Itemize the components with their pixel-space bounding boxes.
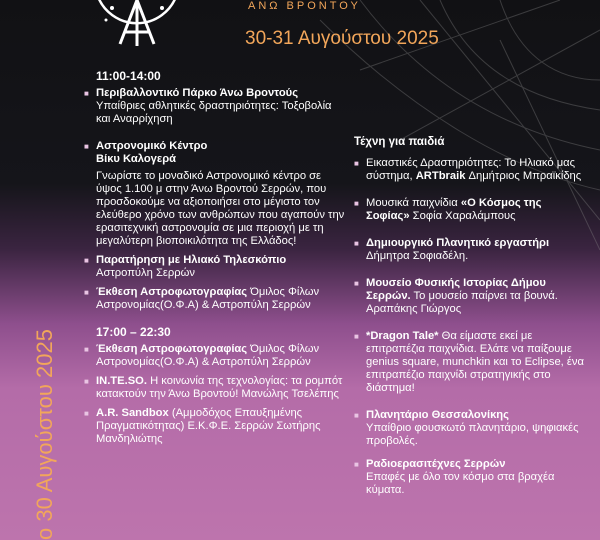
program-item xyxy=(354,458,586,497)
program-item xyxy=(354,197,586,223)
program-item xyxy=(84,254,346,280)
item-text: Όμιλος Φίλων Αστρονομίας(Ο.Φ.Α) & Αστροπύλη Σερρών xyxy=(96,343,320,368)
item-text: Θα είμαστε εκεί με επιτραπέζια παιχνίδια. Ελάτε να παίξουμε genius square, munchkin και το Eclipse, ένα επιτραπέζιο παιχνίδι στρατηγικής στο διάστημα! xyxy=(366,330,584,394)
item-text: Επαφές με όλο τον κόσμο στα βραχέα κύματα. xyxy=(366,471,555,496)
item-text: Σοφία Χαραλάμπους xyxy=(409,210,516,222)
program-item xyxy=(84,286,346,312)
program-item xyxy=(84,140,346,248)
item-text: Όμιλος Φίλων Αστρονομίας(Ο.Φ.Α) & Αστροπύλη Σερρών xyxy=(96,286,320,311)
item-text: Η κοινωνία της τεχνολογίας: τα ρομπότ κατακτούν την Άνω Βροντού! Μανώλης Τσελέπης xyxy=(96,375,343,400)
item-title: IN.TE.SO. xyxy=(96,375,147,387)
item-text: Το μουσείο παίρνει τα βουνά. Αραπάκης Γιώργος xyxy=(366,290,558,315)
item-title: ■ Περιβαλλοντικό Πάρκο Άνω Βροντούς xyxy=(96,87,299,99)
item-text: Δημήτριος Μπραϊκίδης xyxy=(465,170,582,182)
event-dates: 30-31 Αυγούστου 2025 xyxy=(245,28,439,49)
item-title: ■ Ραδιοερασιτέχνες Σερρών xyxy=(366,458,506,470)
program-item xyxy=(354,277,586,316)
item-title: Δημιουργικό Πλανητικό εργαστήρι xyxy=(366,237,550,249)
item-title: Μουσείο Φυσικής Ιστορίας Δήμου Σερρών. xyxy=(366,277,546,302)
telescope-logo xyxy=(92,0,182,56)
item-text: Αστροπύλη Σερρών xyxy=(96,267,195,279)
place-name: ΑΝΩ ΒΡΟΝΤΟΥ xyxy=(248,0,361,12)
item-title: ■ Αστρονομικό Κέντρο Βίκυ Καλογερά xyxy=(96,140,208,165)
item-title: ARTbraik xyxy=(415,170,466,182)
program-item xyxy=(84,407,346,446)
program-item xyxy=(354,157,586,183)
schedule-right-column xyxy=(354,136,586,503)
item-text: (Αμμοδόχος Επαυξημένης Πραγματικότητας) Ε.Κ.Φ.Ε. Σερρών Σωτήρης Μανδηλιώτης xyxy=(96,407,321,445)
vertical-date-label: ο 30 Αυγούστου 2025 xyxy=(32,329,57,540)
item-title: *Dragon Tale* xyxy=(366,330,439,342)
schedule-left-column xyxy=(84,70,346,452)
item-title: Έκθεση Αστροφωτογραφίας xyxy=(96,286,248,298)
program-item xyxy=(84,375,346,401)
item-text: Γνωρίστε το μοναδικό Αστρονομικό κέντρο σε ύψος 1.100 μ στην Άνω Βροντού Σερρών, που προσδοκούμε να αξιοποιήσει στο μέγιστο τον ελεύθερο χρόνο των ανθρώπων που αγαπούν την ερασιτεχνική αστρονομία σε μια περιοχή με τη μεγαλύτερη βιοποικιλότητα της Ελλάδος! xyxy=(96,170,345,247)
program-item xyxy=(84,87,346,126)
item-text: Εικαστικές Δραστηριότητες: Το Ηλιακό μας σύστημα, xyxy=(366,157,576,182)
time-slot-evening: 17:00 – 22:30 xyxy=(96,325,171,339)
program-item xyxy=(354,409,586,448)
item-title: ■ Παρατήρηση με Ηλιακό Τηλεσκόπιο xyxy=(96,254,287,266)
item-title: ■ Πλανητάριο Θεσσαλονίκης xyxy=(366,409,509,421)
item-text: Υπαίθριες αθλητικές δραστηριότητες: Τοξοβολία και Αναρρίχηση xyxy=(96,100,332,125)
program-item xyxy=(354,330,586,395)
section-title-kids-art: Τέχνη για παιδιά xyxy=(354,136,445,148)
item-text: Υπαίθριο φουσκωτό πλανητάριο, ψηφιακές προβολές. xyxy=(366,422,579,447)
time-slot-morning: 11:00-14:00 xyxy=(96,69,161,83)
item-text: Δήμητρα Σοφιαδέλη. xyxy=(366,250,469,262)
item-title: A.R. Sandbox xyxy=(96,407,169,419)
program-item xyxy=(354,237,586,263)
item-text: Μουσικά παιχνίδια xyxy=(366,197,461,209)
item-title: Έκθεση Αστροφωτογραφίας xyxy=(96,343,248,355)
program-item xyxy=(84,343,346,369)
item-title: «Ο Κόσμος της Σοφίας» xyxy=(366,197,542,222)
